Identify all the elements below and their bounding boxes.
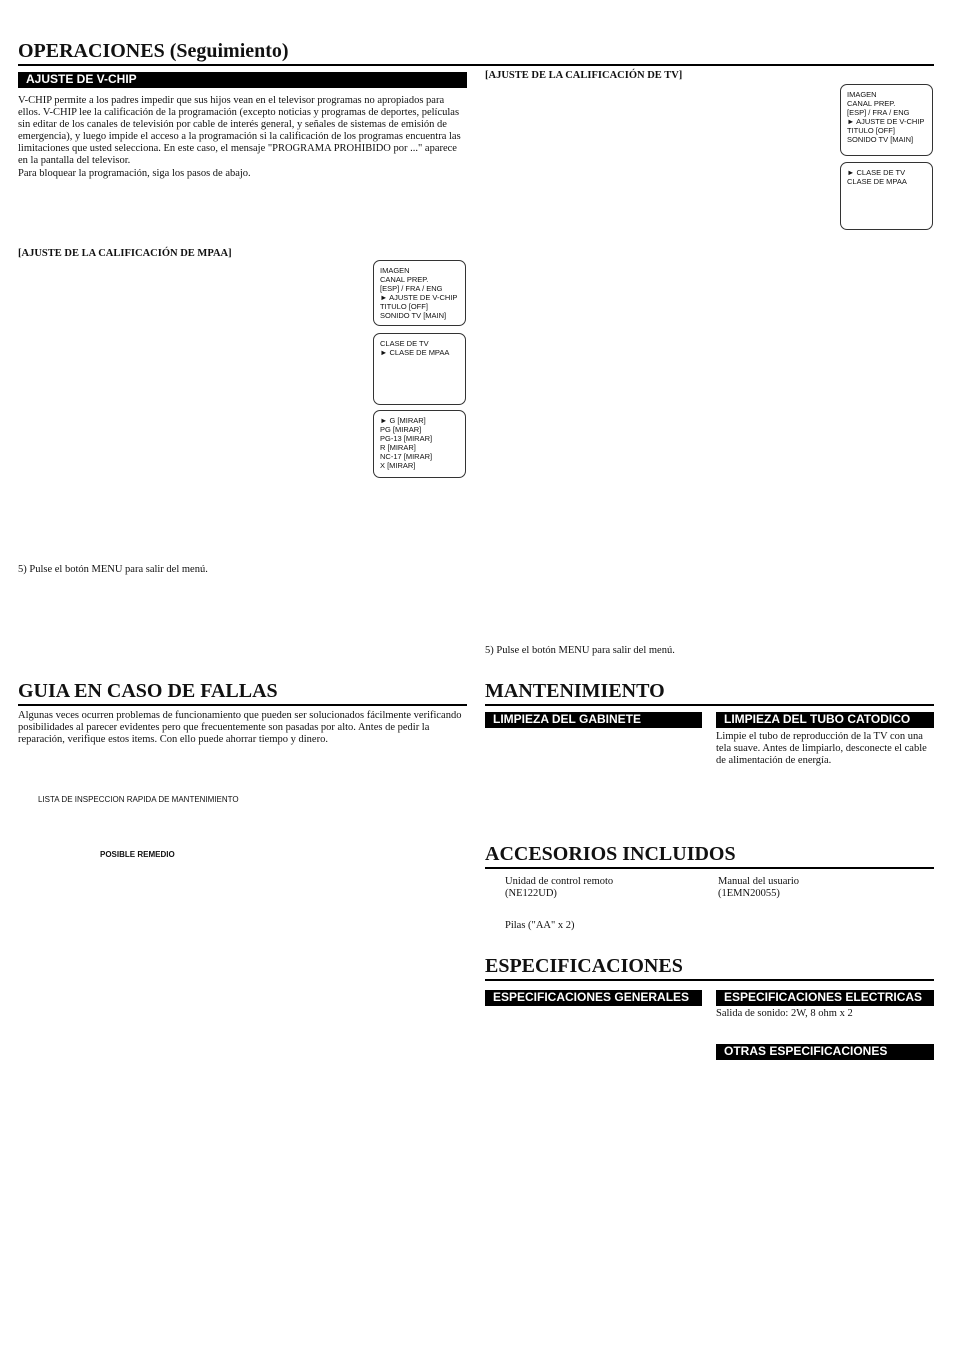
osd-menu: ► G [MIRAR] PG [MIRAR] PG-13 [MIRAR] R [MIRAR] NC-17 [MIRAR] X [MIRAR] xyxy=(373,410,466,478)
step5: 5) Pulse el botón MENU para salir del menú. xyxy=(18,564,208,575)
acc-manual: Manual del usuario (1EMN20055) xyxy=(718,876,800,900)
tubo-text: Limpie el tubo de reproducción de la TV con una tela suave. Antes de limpiarlo, desconecte el cable de alimentación de energía. xyxy=(716,731,927,767)
osd-menu: IMAGEN CANAL PREP. [ESP] / FRA / ENG ► AJUSTE DE V-CHIP TITULO [OFF] SONIDO TV [MAIN] xyxy=(840,84,933,156)
divider xyxy=(18,64,934,66)
mpaa-heading: [AJUSTE DE LA CALIFICACIÓN DE MPAA] xyxy=(18,248,232,259)
spec-sonido: Salida de sonido: 2W, 8 ohm x 2 xyxy=(716,1008,853,1019)
tv-heading: [AJUSTE DE LA CALIFICACIÓN DE TV] xyxy=(485,70,683,81)
divider xyxy=(485,979,934,981)
section-bar: OTRAS ESPECIFICACIONES xyxy=(716,1044,934,1060)
section-bar: LIMPIEZA DEL TUBO CATODICO xyxy=(716,712,934,728)
osd-menu: ► CLASE DE TV CLASE DE MPAA xyxy=(840,162,933,230)
remedio-head: POSIBLE REMEDIO xyxy=(100,850,175,859)
section-bar: ESPECIFICACIONES ELECTRICAS xyxy=(716,990,934,1006)
page-title: OPERACIONES (Seguimiento) xyxy=(18,40,289,62)
acc-remote: Unidad de control remoto (NE122UD) xyxy=(505,876,614,900)
section-bar: LIMPIEZA DEL GABINETE xyxy=(485,712,702,728)
table-title: LISTA DE INSPECCION RAPIDA DE MANTENIMIENTO xyxy=(38,795,239,804)
section-bar: AJUSTE DE V-CHIP xyxy=(18,72,467,88)
acc-pilas: Pilas ("AA" x 2) xyxy=(505,920,575,931)
divider xyxy=(485,867,934,869)
guia-intro: Algunas veces ocurren problemas de funcionamiento que pueden ser solucionados fácilmente verificando posibilidades al parecer evidentes pero que frecuentemente son pasadas por alto. Antes de pedir la reparación, verifique estos items. Con ello puede ahorrar tiempo y dinero. xyxy=(18,710,462,746)
step5: 5) Pulse el botón MENU para salir del menú. xyxy=(485,645,675,656)
spec-title: ESPECIFICACIONES xyxy=(485,955,683,977)
vchip-intro: V-CHIP permite a los padres impedir que sus hijos vean en el televisor programas no apropiados para ellos. V-CHIP lee la calificación de la programación (excepto noticias y programas de deportes, películas sin editar de los canales de televisión por cable de interés general, y señales de sistemas de emisión de emergencia), y luego impide el acceso a la programación si la calificación de los programas encuentra las limitaciones que usted selecciona. En este caso, el mensaje "PROGRAMA PROHIBIDO por ..." aparece en la pantalla del televisor. Para bloquear la programación, siga los pasos de abajo. xyxy=(18,95,461,180)
section-bar: ESPECIFICACIONES GENERALES xyxy=(485,990,702,1006)
divider xyxy=(18,704,467,706)
divider xyxy=(485,704,934,706)
osd-menu: IMAGEN CANAL PREP. [ESP] / FRA / ENG ► AJUSTE DE V-CHIP TITULO [OFF] SONIDO TV [MAIN] xyxy=(373,260,466,326)
acc-title: ACCESORIOS INCLUIDOS xyxy=(485,843,736,865)
guia-title: GUIA EN CASO DE FALLAS xyxy=(18,680,278,702)
osd-menu: CLASE DE TV ► CLASE DE MPAA xyxy=(373,333,466,405)
mant-title: MANTENIMIENTO xyxy=(485,680,665,702)
